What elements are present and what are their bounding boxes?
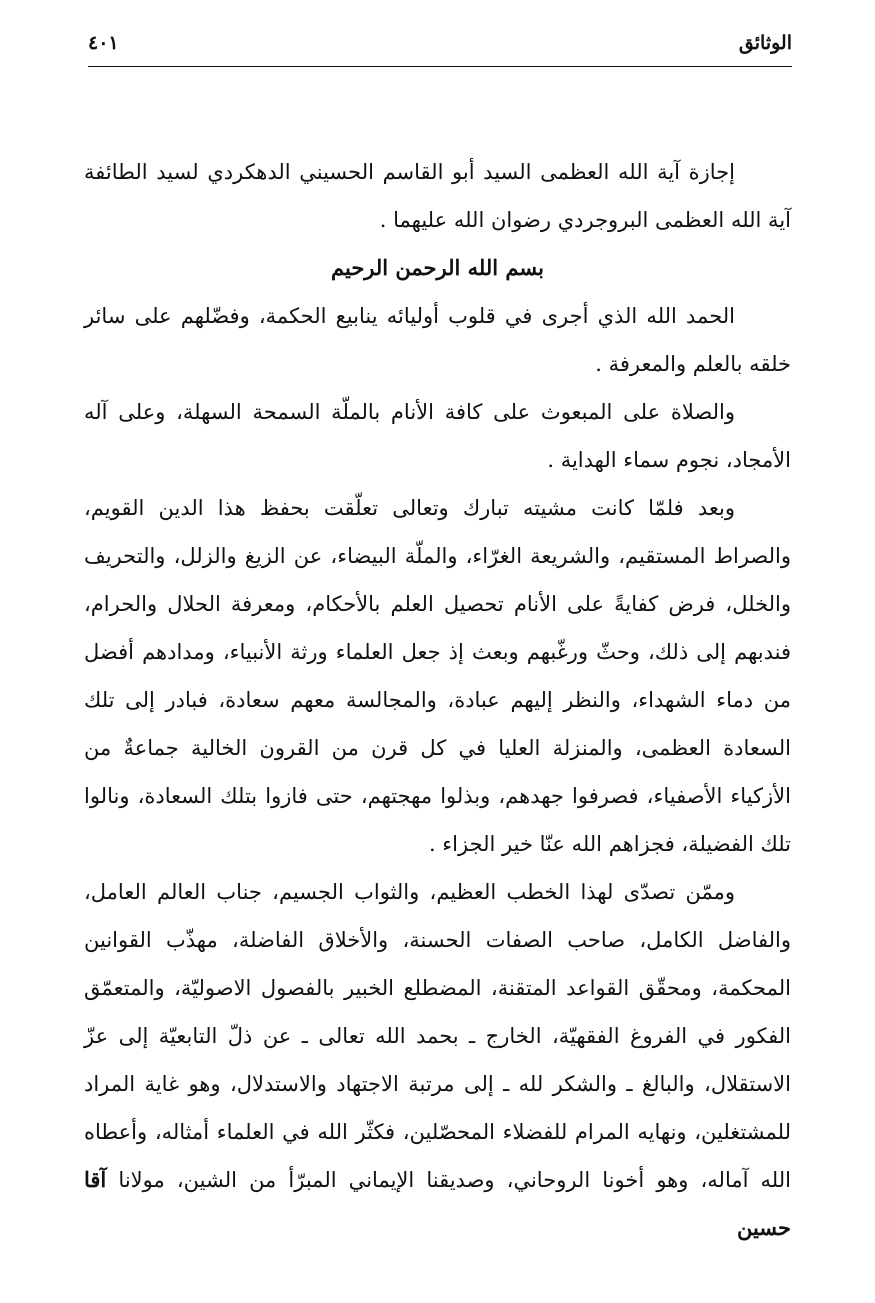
running-title: الوثائق (738, 32, 792, 54)
page-header (88, 30, 792, 67)
page-number: ٤٠١ (88, 32, 119, 54)
intro-paragraph: إجازة آية الله العظمى السيد أبو القاسم الحسيني الدهكردي لسيد الطائفة آية الله العظمى البروجردي رضوان الله عليهما . (84, 160, 791, 232)
baad-paragraph: وبعد فلمّا كانت مشيته تبارك وتعالى تعلّقت بحفظ هذا الدين القويم، والصراط المستقيم، والشريعة الغرّاء، والملّة البيضاء، عن الزيغ والزلل، والتحريف والخلل، فرض كفايةً على الأنام تحصيل العلم بالأحكام، ومعرفة الحلال والحرام، فندبهم إلى ذلك، وحثّ ورغّبهم وبعث إذ جعل العلماء ورثة الأنبياء، ومدادهم أفضل من دماء الشهداء، والنظر إليهم عبادة، والمجالسة معهم سعادة، فبادر إلى تلك السعادة العظمى، والمنزلة العليا في كل قرن من القرون الخالية جماعةٌ من الأزكياء الأصفياء، فصرفوا جهدهم، وبذلوا مهجتهم، حتى فازوا بتلك السعادة، ونالوا تلك الفضيلة، فجزاهم الله عنّا خير الجزاء . (84, 496, 791, 856)
bold-name: آقا حسين (84, 1167, 791, 1240)
mimman-paragraph (84, 868, 791, 1252)
basmala-heading: بسم الله الرحمن الرحيم (331, 255, 544, 280)
salat-paragraph: والصلاة على المبعوث على كافة الأنام بالملّة السمحة السهلة، وعلى آله الأمجاد، نجوم سماء الهداية . (84, 400, 791, 472)
mimman-paragraph-text: وممّن تصدّى لهذا الخطب العظيم، والثواب الجسيم، جناب العالم العامل، والفاضل الكامل، صاحب الصفات الحسنة، والأخلاق الفاضلة، مهذّب القوانين المحكمة، ومحقّق القواعد المتقنة، المضطلع الخبير بالفصول الاصوليّة، والمتعمّق الفكور في الفروغ الفقهيّة، الخارج ـ بحمد الله تعالى ـ عن ذلّ التابعيّة إلى عزّ الاستقلال، والبالغ ـ والشكر لله ـ إلى مرتبة الاجتهاد والاستدلال، وهو غاية المراد للمشتغلين، ونهايه المرام للفضلاء المحصّلين، فكثّر الله في العلماء أمثاله، وأعطاه الله آماله، وهو أخونا الروحاني، وصديقنا الإيماني المبرّأ من الشين، مولانا (84, 880, 791, 1192)
hamd-paragraph: الحمد الله الذي أجرى في قلوب أوليائه ينابيع الحكمة، وفضّلهم على سائر خلقه بالعلم والمعرفة . (84, 304, 791, 376)
body-text (84, 148, 791, 1252)
